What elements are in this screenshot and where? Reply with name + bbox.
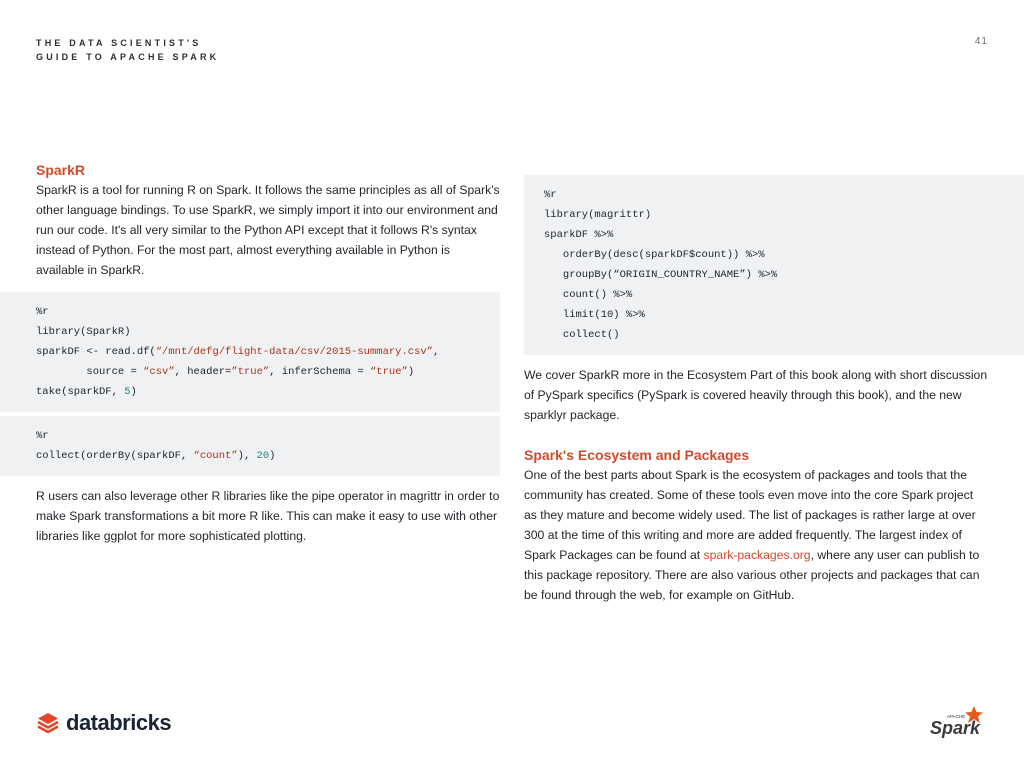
- code-line: groupBy(“ORIGIN_COUNTRY_NAME”) %>%: [544, 269, 778, 281]
- spark-packages-link[interactable]: spark-packages.org: [703, 548, 811, 562]
- code-line: orderBy(desc(sparkDF$count)) %>%: [544, 249, 765, 261]
- code-line: sparkDF %>%: [544, 229, 614, 241]
- databricks-logo-icon: [36, 711, 60, 735]
- code-line: %r: [36, 306, 49, 318]
- code-block-collect: [0, 416, 500, 476]
- code-line: source = “csv”, header=”true”, inferSchema = “true”): [36, 366, 415, 378]
- code-line: %r: [36, 430, 49, 442]
- databricks-wordmark: databricks: [66, 710, 172, 735]
- header-line-1: THE DATA SCIENTIST'S: [36, 38, 202, 48]
- running-header: [36, 36, 219, 64]
- code-line: sparkDF <- read.df(“/mnt/defg/flight-data/csv/2015-summary.csv”,: [36, 346, 440, 358]
- code-block-read-df: [0, 292, 500, 412]
- ecosystem-reference-paragraph: We cover SparkR more in the Ecosystem Part of this book along with short discussion of PySpark specifics (PySpark is covered heavily through this book), and the new sparklyr package.: [524, 368, 988, 422]
- spark-logo-wordmark: Spark: [930, 718, 981, 738]
- code-line: limit(10) %>%: [544, 309, 645, 321]
- code-line: collect(): [544, 329, 620, 341]
- right-column: [524, 175, 1024, 605]
- code-line: library(SparkR): [36, 326, 131, 338]
- sparkr-intro-paragraph: SparkR is a tool for running R on Spark. It follows the same principles as all of Spark's other language bindings. To use SparkR, we simply import it into our environment and run our code. It's all very similar to the Python API except that it follows R's syntax instead of Python. For the most part, almost everything available in Python is available in SparkR.: [36, 183, 500, 277]
- code-line: take(sparkDF, 5): [36, 386, 137, 398]
- code-line: count() %>%: [544, 289, 633, 301]
- code-line: %r: [544, 189, 557, 201]
- section-title-sparkr: SparkR: [36, 162, 86, 178]
- code-block-magrittr: [524, 175, 1024, 355]
- section-title-ecosystem: Spark's Ecosystem and Packages: [524, 447, 750, 463]
- ecosystem-paragraph: One of the best parts about Spark is the ecosystem of packages and tools that the community has created. Some of these tools even move into the core Spark project as they mature and become widely used. The list of packages is rather large at over 300 at the time of this writing and more are added frequently. The largest index of Spark Packages can be found at spark-packages.org, where any user can publish to this package repository. There are also various other projects and packages that can be found through the web, for example on GitHub.: [524, 468, 980, 602]
- left-column: [36, 160, 500, 546]
- databricks-logo: [36, 710, 171, 736]
- header-line-2: GUIDE TO APACHE SPARK: [36, 52, 220, 62]
- apache-spark-logo: [928, 704, 988, 740]
- page-number: 41: [974, 36, 988, 47]
- code-line: collect(orderBy(sparkDF, “count”), 20): [36, 450, 276, 462]
- code-line: library(magrittr): [544, 209, 652, 221]
- spark-logo-apache-text: APACHE: [947, 714, 966, 719]
- sparkr-outro-paragraph: R users can also leverage other R libraries like the pipe operator in magrittr in order to make Spark transformations a bit more R like. This can make it easy to use with other libraries like ggplot for more sophisticated plotting.: [36, 489, 500, 543]
